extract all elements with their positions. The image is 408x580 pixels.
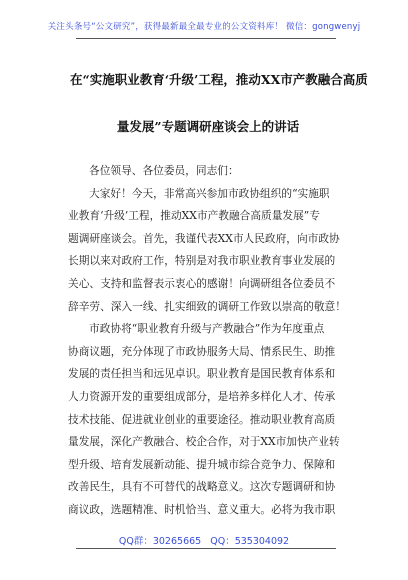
document-title-line-1: 在“实施职业教育‘升级’工程，推动XX市产教融合高质 xyxy=(70,72,368,87)
body-line: 题调研座谈会。首先，我谨代表XX市人民政府，向市政协 xyxy=(68,231,340,245)
body-line: 协商议题，充分体现了市政协服务大局、情系民生、助推 xyxy=(68,344,336,358)
document-title-line-2: 量发展”专题调研座谈会上的讲话 xyxy=(116,119,300,134)
body-line: 长期以来对政府工作，特别是对我市职业教育事业发展的 xyxy=(68,254,336,268)
body-line: 技术技能、促进就业创业的重要途径。推动职业教育高质 xyxy=(68,412,336,426)
body-line: 改善民生，具有不可替代的战略意义。这次专题调研和协 xyxy=(68,480,336,494)
body-line: 人力资源开发的重要组成部分，是培养多样化人才、传承 xyxy=(68,389,336,403)
body-line: 商议政，选题精准、时机恰当、意义重大。必将为我市职 xyxy=(68,502,336,516)
body-line: 发展的责任担当和远见卓识。职业教育是国民教育体系和 xyxy=(68,367,336,381)
header-rule xyxy=(76,38,336,39)
footer-qq: QQ：535304092 xyxy=(210,536,290,547)
body-line: 大家好！今天，非常高兴参加市政协组织的“实施职 xyxy=(89,186,330,200)
footer-rule xyxy=(76,548,336,549)
body-line: 型升级、培育发展新动能、提升城市综合竞争力、保障和 xyxy=(68,457,336,471)
document-body xyxy=(68,160,348,522)
body-line: 辞辛劳、深入一线、扎实细致的调研工作致以崇高的敬意！ xyxy=(68,299,346,313)
footer-qq-group: QQ群：30265665 xyxy=(118,536,202,547)
body-line: 量发展，深化产教融合、校企合作，对于XX市加快产业转 xyxy=(68,435,340,449)
page-footer xyxy=(0,533,408,547)
body-line: 业教育‘升级’工程，推动XX市产教融合高质量发展”专 xyxy=(68,209,320,223)
page-header: 关注头条号“公文研究”，获得最新最全最专业的公文资料库！ 微信：gongwenyj xyxy=(47,22,361,32)
body-line: 关心、支持和监督表示衷心的感谢！向调研组各位委员不 xyxy=(68,276,336,290)
body-line: 各位领导、各位委员，同志们： xyxy=(89,164,239,177)
body-line: 市政协将“职业教育升级与产教融合”作为年度重点 xyxy=(89,322,325,336)
